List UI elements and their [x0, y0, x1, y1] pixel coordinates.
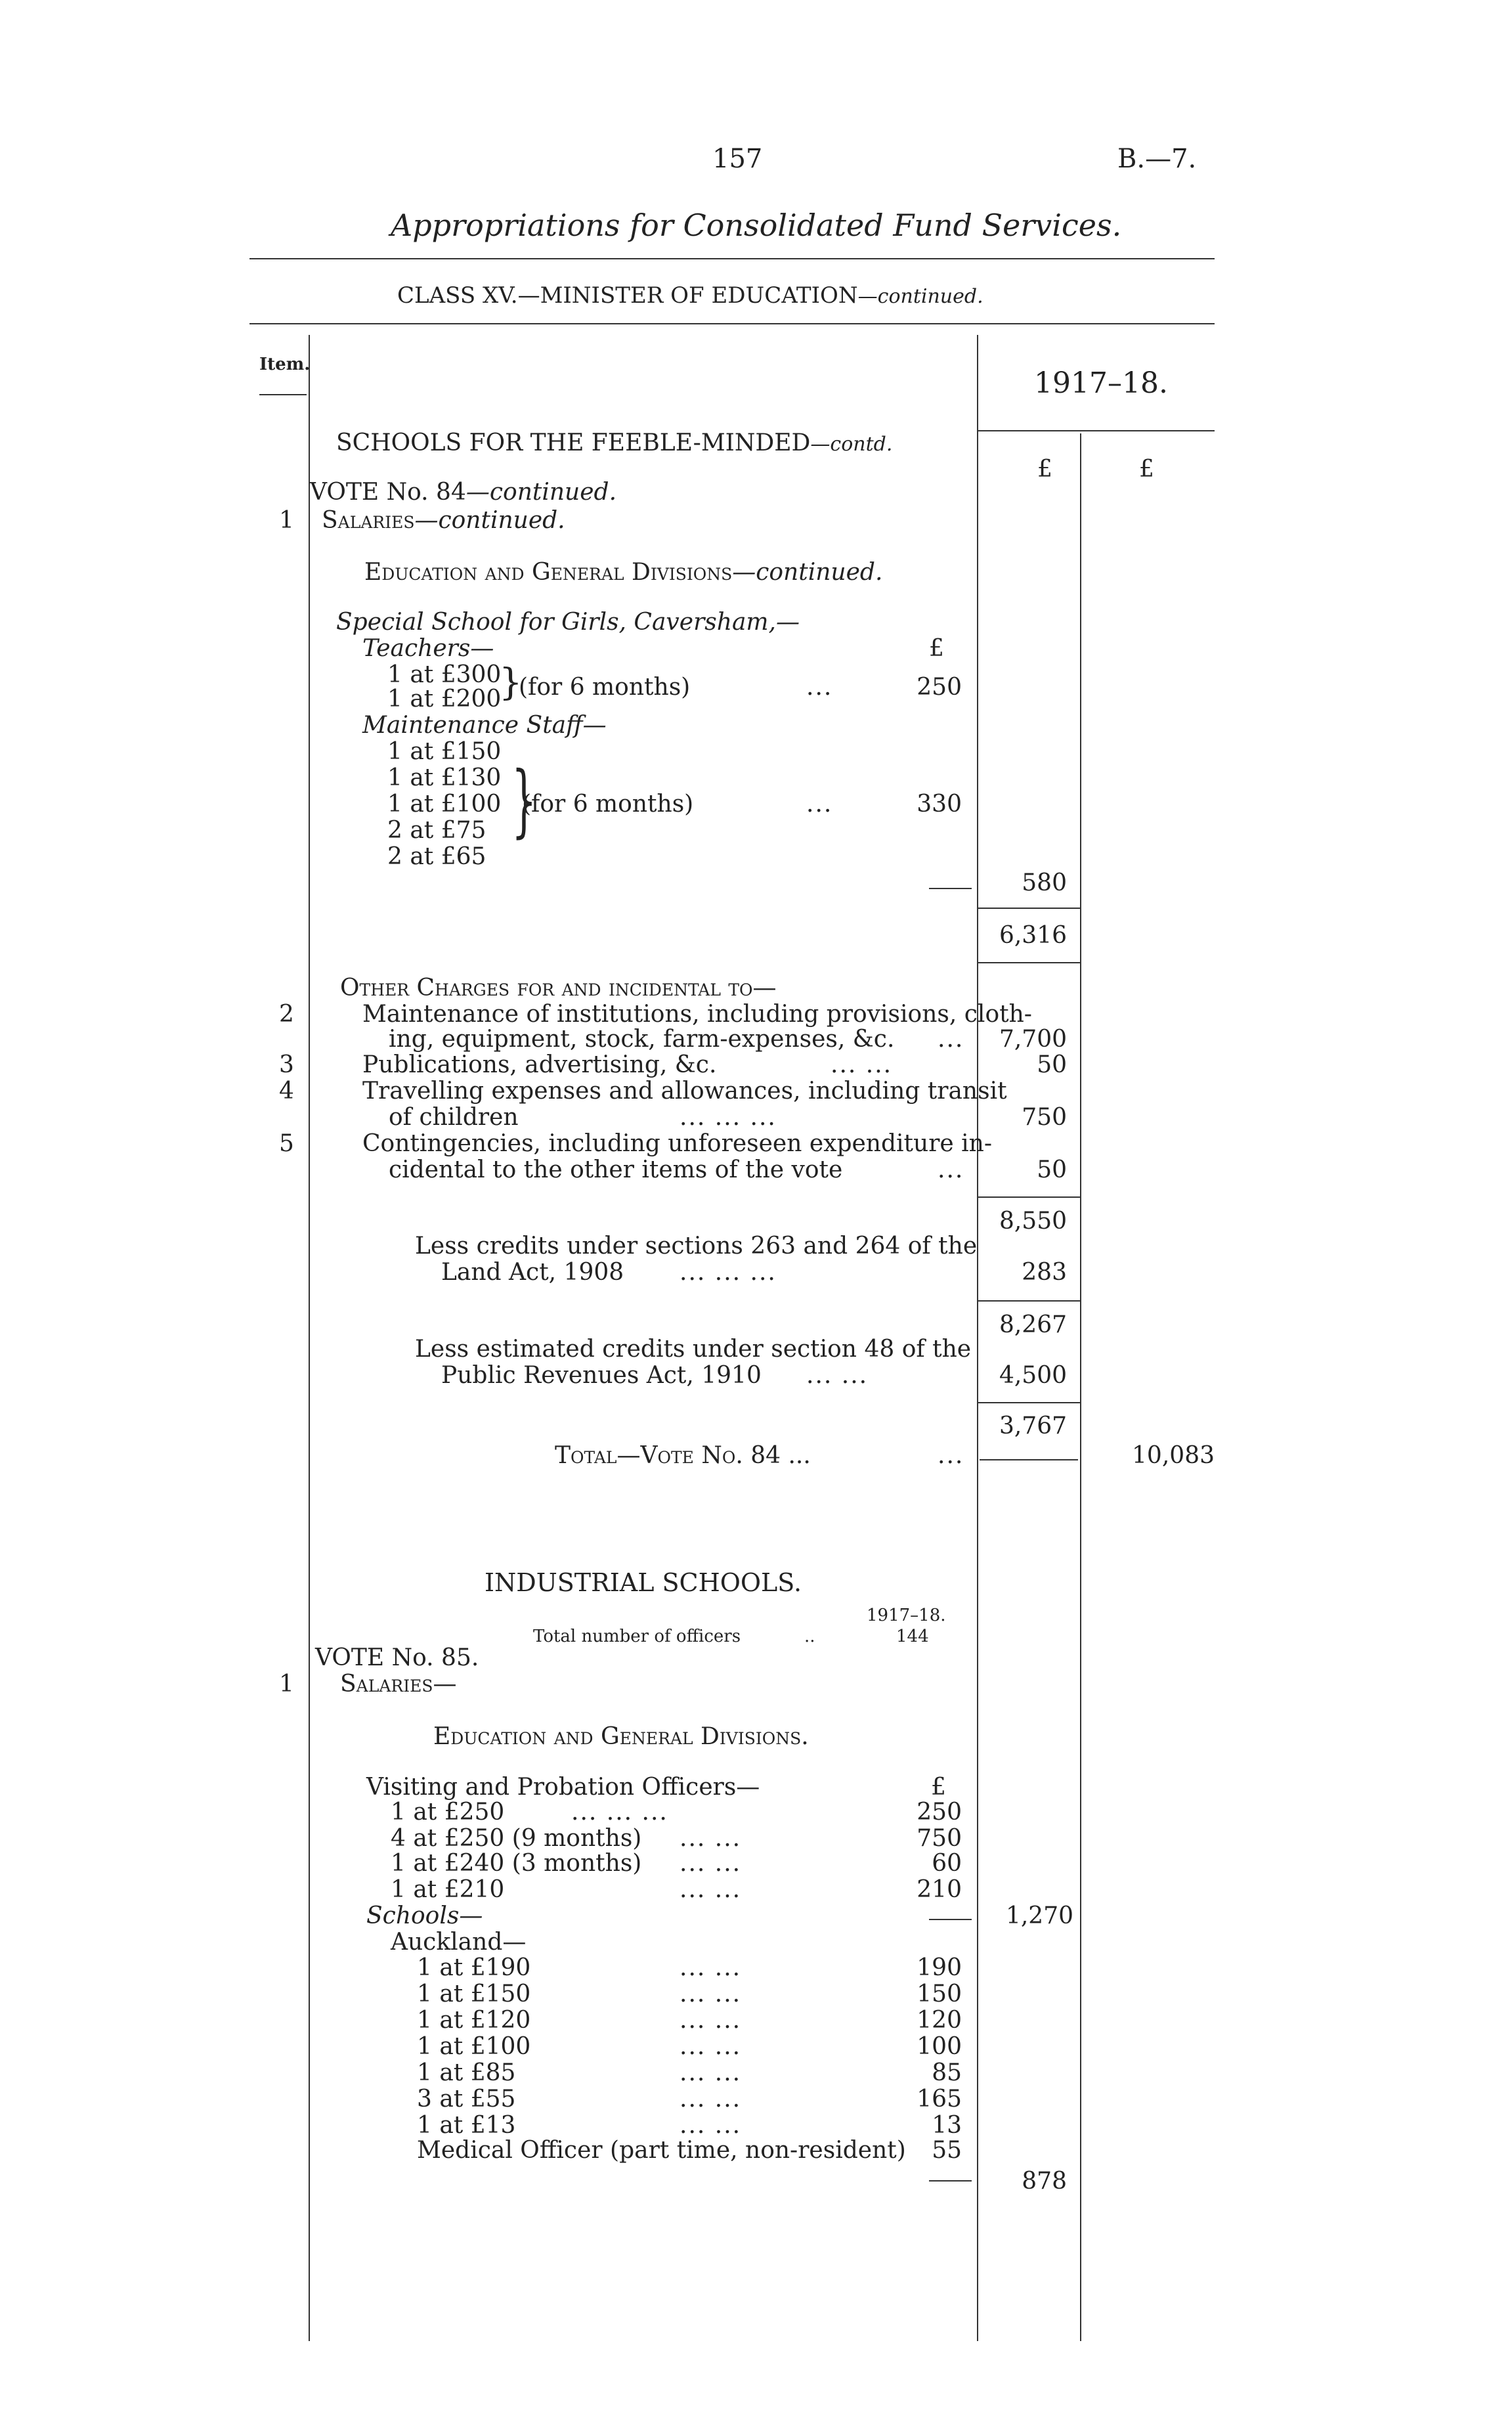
- credits-amount: 4,500: [999, 1362, 1067, 1389]
- item-number: 1: [279, 1671, 294, 1698]
- leader-dots: ... ...: [680, 1825, 742, 1852]
- auckland-rate: 1 at £190: [417, 1954, 531, 1981]
- medical-officer: Medical Officer (part time, non-resident): [417, 2137, 906, 2164]
- vote-84-total-label: Total—Vote No. 84 ...: [555, 1442, 811, 1469]
- leader-dots: ... ... ...: [571, 1799, 668, 1826]
- staff-rate: 1 at £130: [387, 764, 502, 791]
- leader-dots: ...: [938, 1026, 964, 1053]
- charge-description: cidental to the other items of the vote: [389, 1156, 843, 1183]
- auckland-rate: 1 at £120: [417, 2007, 531, 2034]
- sum-rule: [978, 1196, 1080, 1198]
- auckland-amount: 13: [932, 2112, 962, 2139]
- credits-amount: 283: [1022, 1259, 1067, 1286]
- pound-column-2: £: [1139, 456, 1154, 483]
- class-heading: CLASS XV.—MINISTER OF EDUCATION—continued.: [397, 282, 983, 309]
- sum-rule: [978, 908, 1080, 909]
- officer-rate: 1 at £210: [391, 1876, 505, 1903]
- charge-description: Travelling expenses and allowances, including transit: [362, 1078, 1007, 1105]
- leader-dots: ... ...: [680, 2059, 742, 2086]
- sum-rule: [978, 1402, 1080, 1403]
- officer-rate: 4 at £250 (9 months): [391, 1825, 642, 1852]
- auckland-rate: 1 at £85: [417, 2059, 516, 2086]
- auckland-label: Auckland—: [391, 1929, 527, 1956]
- leader-dots: ...: [806, 791, 833, 818]
- teachers-label: Teachers—: [362, 635, 494, 662]
- item-number: 4: [279, 1078, 294, 1105]
- charge-amount: 50: [1037, 1156, 1067, 1183]
- salaries-heading: Salaries—: [340, 1671, 457, 1698]
- officers-label: Total number of officers: [533, 1627, 741, 1646]
- leader-dots: ... ...: [680, 2033, 742, 2060]
- leader-dots: ... ...: [806, 1362, 869, 1389]
- auckland-amount: 165: [917, 2086, 962, 2113]
- leader-dots: ... ...: [831, 1051, 893, 1078]
- vote-84-heading: VOTE No. 84—continued.: [310, 479, 617, 506]
- subtotal: 6,316: [999, 922, 1067, 949]
- charge-description: of children: [389, 1104, 519, 1131]
- charge-amount: 50: [1037, 1051, 1067, 1078]
- sum-dash: [929, 888, 972, 889]
- leader-dots: ... ... ...: [680, 1259, 777, 1286]
- divisions-heading: Education and General Divisions.: [433, 1723, 809, 1750]
- brace: }: [511, 755, 537, 846]
- document-code: B.—7.: [1117, 144, 1197, 174]
- teacher-rate: 1 at £300: [387, 661, 502, 688]
- item-number: 3: [279, 1051, 294, 1078]
- title-rule: [249, 258, 1215, 259]
- sum-rule: [978, 962, 1080, 963]
- staff-amount: 330: [917, 791, 962, 818]
- officer-rate: 1 at £250: [391, 1799, 505, 1826]
- officer-rate: 1 at £240 (3 months): [391, 1850, 642, 1877]
- teachers-period-note: (for 6 months): [519, 674, 691, 701]
- schools-label: Schools—: [366, 1902, 483, 1929]
- charge-description: ing, equipment, stock, farm-expenses, &c.: [389, 1026, 895, 1053]
- school-name: Special School for Girls, Caversham,—: [336, 609, 800, 636]
- leader-dots: ... ...: [680, 1981, 742, 2007]
- leader-dots: ...: [938, 1156, 964, 1183]
- item-number: 1: [279, 507, 294, 534]
- sum-dash: [929, 2180, 972, 2182]
- leader-dots: ... ...: [680, 2086, 742, 2113]
- visiting-officers-label: Visiting and Probation Officers—: [366, 1774, 760, 1801]
- leader-dots: ... ...: [680, 1954, 742, 1981]
- feeble-minded-heading: SCHOOLS FOR THE FEEBLE-MINDED—contd.: [336, 429, 893, 456]
- item-header-rule: [259, 394, 307, 395]
- pound-sign: £: [931, 1774, 946, 1801]
- page-title: Appropriations for Consolidated Fund Services.: [391, 208, 1122, 243]
- year-header-rule: [978, 430, 1215, 431]
- year-column-label: 1917–18.: [1034, 366, 1168, 400]
- brace: }: [499, 661, 523, 704]
- auckland-rate: 1 at £13: [417, 2112, 516, 2139]
- pound-sign: £: [929, 635, 944, 662]
- auckland-amount: 150: [917, 1981, 962, 2007]
- auckland-amount: 190: [917, 1954, 962, 1981]
- sum-dash: [929, 1919, 972, 1920]
- leader-dots: ... ...: [680, 1850, 742, 1877]
- auckland-amount: 100: [917, 2033, 962, 2060]
- staff-period-note: (for 6 months): [522, 791, 694, 818]
- subtotal: 580: [1022, 869, 1067, 896]
- less-credits-land-act: Less credits under sections 263 and 264 of the: [415, 1233, 978, 1260]
- item-column-label: Item.: [259, 355, 311, 374]
- officers-count: 144: [896, 1627, 929, 1646]
- leader-dots: ... ...: [680, 1876, 742, 1903]
- auckland-amount: 85: [932, 2059, 962, 2086]
- leader-dots: ... ...: [680, 2112, 742, 2139]
- subtotal: 8,267: [999, 1311, 1067, 1338]
- auckland-rate: 1 at £150: [417, 1981, 531, 2007]
- leader-dots: ... ...: [680, 2007, 742, 2034]
- auckland-amount: 55: [932, 2137, 962, 2164]
- staff-rate: 1 at £100: [387, 791, 502, 818]
- vote-84-total: 10,083: [1132, 1442, 1215, 1469]
- item-number: 5: [279, 1130, 294, 1157]
- divisions-heading: Education and General Divisions—continued.: [364, 559, 883, 586]
- maintenance-staff-label: Maintenance Staff—: [362, 712, 607, 739]
- officers-year-label: 1917–18.: [867, 1606, 946, 1625]
- teachers-amount: 250: [917, 674, 962, 701]
- visiting-officers-total: 1,270: [1005, 1902, 1073, 1929]
- page-number: 157: [712, 144, 763, 174]
- subtotal: 3,767: [999, 1413, 1067, 1439]
- teacher-rate: 1 at £200: [387, 686, 502, 713]
- vote-85-heading: VOTE No. 85.: [315, 1644, 479, 1671]
- officer-amount: 60: [932, 1850, 962, 1877]
- staff-rate: 2 at £75: [387, 817, 486, 844]
- other-charges-heading: Other Charges for and incidental to—: [340, 975, 777, 1001]
- officer-amount: 250: [917, 1799, 962, 1826]
- charge-amount: 7,700: [999, 1026, 1067, 1053]
- charge-description: Maintenance of institutions, including provisions, cloth-: [362, 1001, 1032, 1028]
- auckland-rate: 1 at £100: [417, 2033, 531, 2060]
- charge-description: Contingencies, including unforeseen expenditure in-: [362, 1130, 993, 1157]
- officer-amount: 210: [917, 1876, 962, 1903]
- leader-dots: ..: [804, 1627, 815, 1646]
- industrial-schools-heading: INDUSTRIAL SCHOOLS.: [485, 1568, 802, 1597]
- leader-dots: ...: [938, 1442, 964, 1469]
- less-credits-land-act: Land Act, 1908: [441, 1259, 624, 1286]
- subtotal: 8,550: [999, 1208, 1067, 1235]
- staff-rate: 2 at £65: [387, 843, 486, 870]
- staff-rate: 1 at £150: [387, 738, 502, 765]
- item-column-rule: [309, 335, 310, 2341]
- inner-amount-column-rule: [1080, 433, 1081, 2341]
- auckland-rate: 3 at £55: [417, 2086, 516, 2113]
- salaries-heading: Salaries—continued.: [322, 507, 565, 534]
- class-rule: [249, 323, 1215, 324]
- leader-dots: ... ... ...: [680, 1104, 777, 1131]
- officer-amount: 750: [917, 1825, 962, 1852]
- auckland-total: 878: [1022, 2168, 1067, 2195]
- amount-column-rule: [977, 335, 978, 2341]
- charge-description: Publications, advertising, &c.: [362, 1051, 717, 1078]
- charge-amount: 750: [1022, 1104, 1067, 1131]
- auckland-amount: 120: [917, 2007, 962, 2034]
- less-credits-revenues-act: Less estimated credits under section 48 of the: [415, 1336, 972, 1363]
- less-credits-revenues-act: Public Revenues Act, 1910: [441, 1362, 762, 1389]
- pound-column-1: £: [1037, 456, 1052, 483]
- leader-dots: ...: [806, 674, 833, 701]
- total-dash: [980, 1459, 1078, 1460]
- item-number: 2: [279, 1001, 294, 1028]
- sum-rule: [978, 1300, 1080, 1302]
